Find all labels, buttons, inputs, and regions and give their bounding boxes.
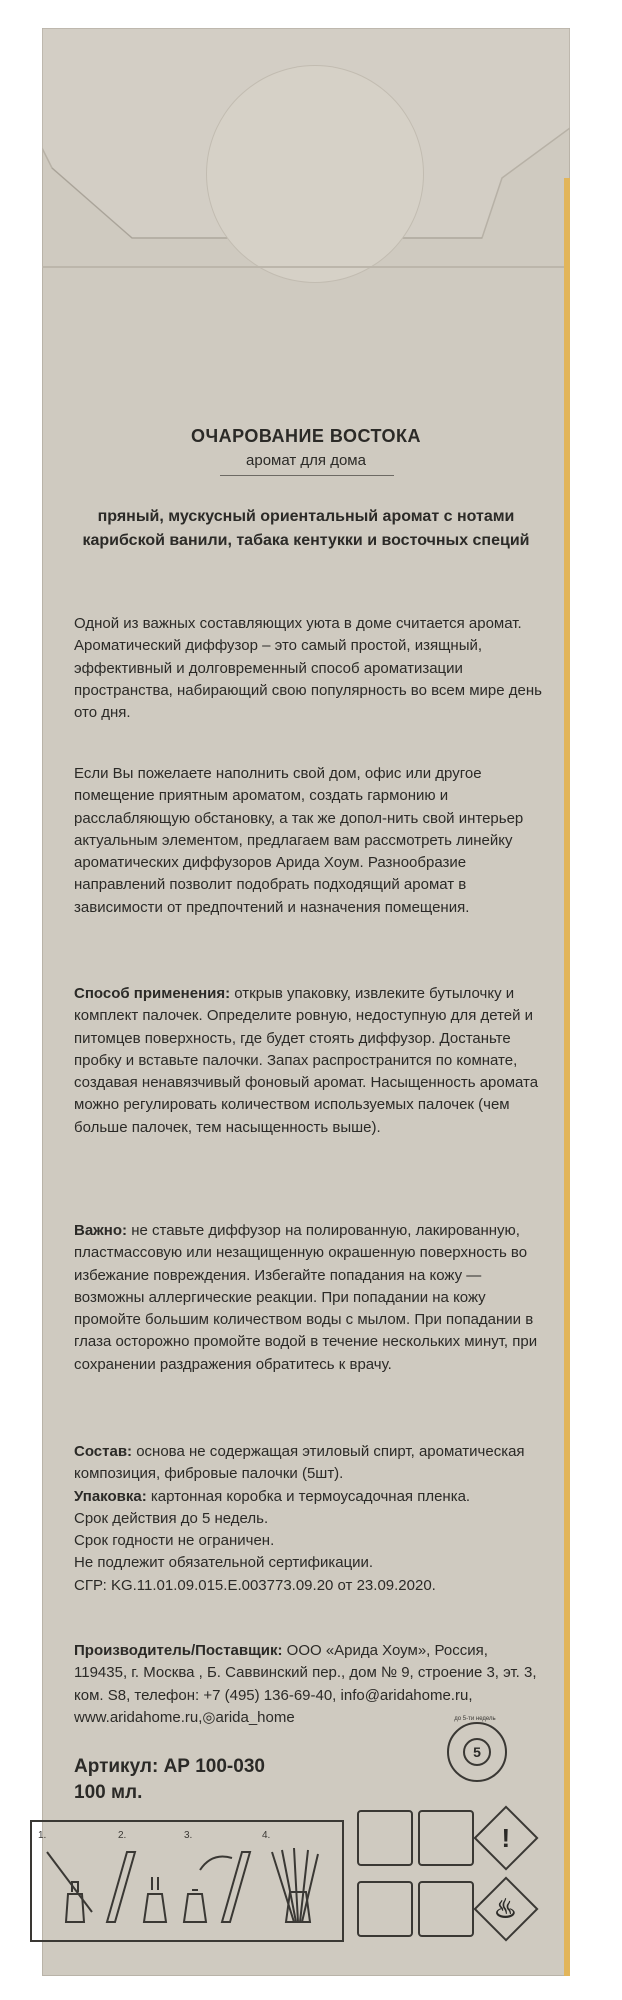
social-handle: arida_home xyxy=(215,1708,295,1726)
step-3-sticks-icon xyxy=(184,1852,250,1922)
step-label-1: 1. xyxy=(38,1830,47,1841)
warning-text: не ставьте диффузор на полированную, лакированную, пластмассовую или незащищенную окрашенную поверхность во избежание повреждения. Избегайте попадания на кожу — возможны аллергические реакции. При попадании на кожу промойте большим количеством воды с мылом. При попадании в глаза осторожно промойте водой в течение нескольких минут, при сохранении раздражения обратитесь к врачу. xyxy=(74,1222,538,1373)
composition-block xyxy=(74,1441,544,1597)
intro-paragraph-2: Если Вы пожелаете наполнить свой дом, офис или другое помещение приятным ароматом, создать гармонию и расслабляющую обстановку, а так же допол-нить свой интерьер актуальным элементом, предлагаем вам рассмотреть линейку ароматических диффузоров Арида Хоум. Разнообразие направлений позволит подобрать подходящий аромат в зависимости от предпочтений и назначения помещения. xyxy=(74,765,524,916)
product-subtitle: аромат для дома xyxy=(246,452,366,469)
no-drinking-icon xyxy=(418,1881,474,1937)
exclamation-hazard-icon: ! xyxy=(473,1805,538,1870)
packaging-label: Упаковка: xyxy=(74,1487,147,1505)
yellow-edge xyxy=(564,178,570,1976)
usage-text: открыв упаковку, извлеките бутылочку и комплект палочек. Определите ровную, недоступную для детей и питомцев поверхность, где будет стоять диффузор. Достаньте пробку и вставьте палочки. Запах распространится по комнате, создавая ненавязчивый фоновый аромат. Насыщенность аромата можно регулировать количеством используемых палочек (чем больше палочек, тем насыщенность выше). xyxy=(74,985,539,1136)
term-text: Срок действия до 5 недель. xyxy=(74,1509,269,1527)
certification-text: Не подлежит обязательной сертификации. xyxy=(74,1554,374,1572)
step-2-open-bottle-icon xyxy=(107,1852,166,1922)
article-block xyxy=(74,1754,265,1806)
step-4-diffuser-icon xyxy=(272,1848,318,1922)
subtitle-underline xyxy=(220,475,394,476)
product-title: ОЧАРОВАНИЕ ВОСТОКА xyxy=(190,426,422,446)
volume: 100 мл. xyxy=(74,1782,143,1803)
warning-paragraph xyxy=(74,1220,544,1376)
usage-label: Способ применения: xyxy=(74,985,231,1002)
tuck-circle xyxy=(207,66,423,282)
composition-text: основа не содержащая этиловый спирт, ароматическая композиция, фибровые палочки (5шт). xyxy=(74,1443,525,1483)
intro-paragraph-1: Одной из важных составляющих уюта в доме считается аромат. Ароматический диффузор – это самый простой, изящный, эффективный и долговременный способ ароматизации пространства, набирающий свою популярность во всем мире день ото дня. xyxy=(74,615,542,722)
usage-steps-pictogram xyxy=(30,1820,344,1942)
composition-label: Состав: xyxy=(74,1443,133,1460)
duration-badge xyxy=(447,1722,507,1782)
shelf-life-text: Срок годности не ограничен. xyxy=(74,1532,275,1550)
flame-hazard-icon: ♨ xyxy=(473,1876,538,1941)
article-code: Артикул: АР 100-030 xyxy=(74,1756,265,1777)
badge-number: 5 xyxy=(463,1738,491,1766)
instagram-icon: ◎ xyxy=(202,1708,216,1726)
manufacturer-label: Производитель/Поставщик: xyxy=(74,1642,283,1659)
step-label-4: 4. xyxy=(262,1830,271,1841)
warning-label: Важно: xyxy=(74,1222,128,1239)
badge-caption: до 5-ти недель xyxy=(454,1716,496,1722)
sgr-text: СГР: KG.11.01.09.015.Е.003773.09.20 от 23.09.2020. xyxy=(74,1576,436,1594)
packaging-box xyxy=(42,28,570,1976)
keep-pets-away-icon xyxy=(357,1881,413,1937)
no-children-icon xyxy=(357,1810,413,1866)
fold-line xyxy=(42,266,570,268)
usage-paragraph xyxy=(74,983,544,1139)
step-label-3: 3. xyxy=(184,1830,193,1841)
no-heat-icon xyxy=(418,1810,474,1866)
step-1-bottle-icon xyxy=(47,1852,92,1922)
step-label-2: 2. xyxy=(118,1830,127,1841)
product-tagline: пряный, мускусный ориентальный аромат с нотами карибской ванили, табака кентукки и восточных специй xyxy=(82,508,530,549)
manufacturer-text: ООО «Арида Хоум», Россия, 119435, г. Москва , Б. Саввинский пер., дом № 9, строение 3, эт. 3, ком. S8, телефон: +7 (495) 136-69-40, info@aridahome.ru, www.aridahome.ru, xyxy=(74,1642,537,1726)
packaging-text: картонная коробка и термоусадочная пленка. xyxy=(146,1487,471,1505)
